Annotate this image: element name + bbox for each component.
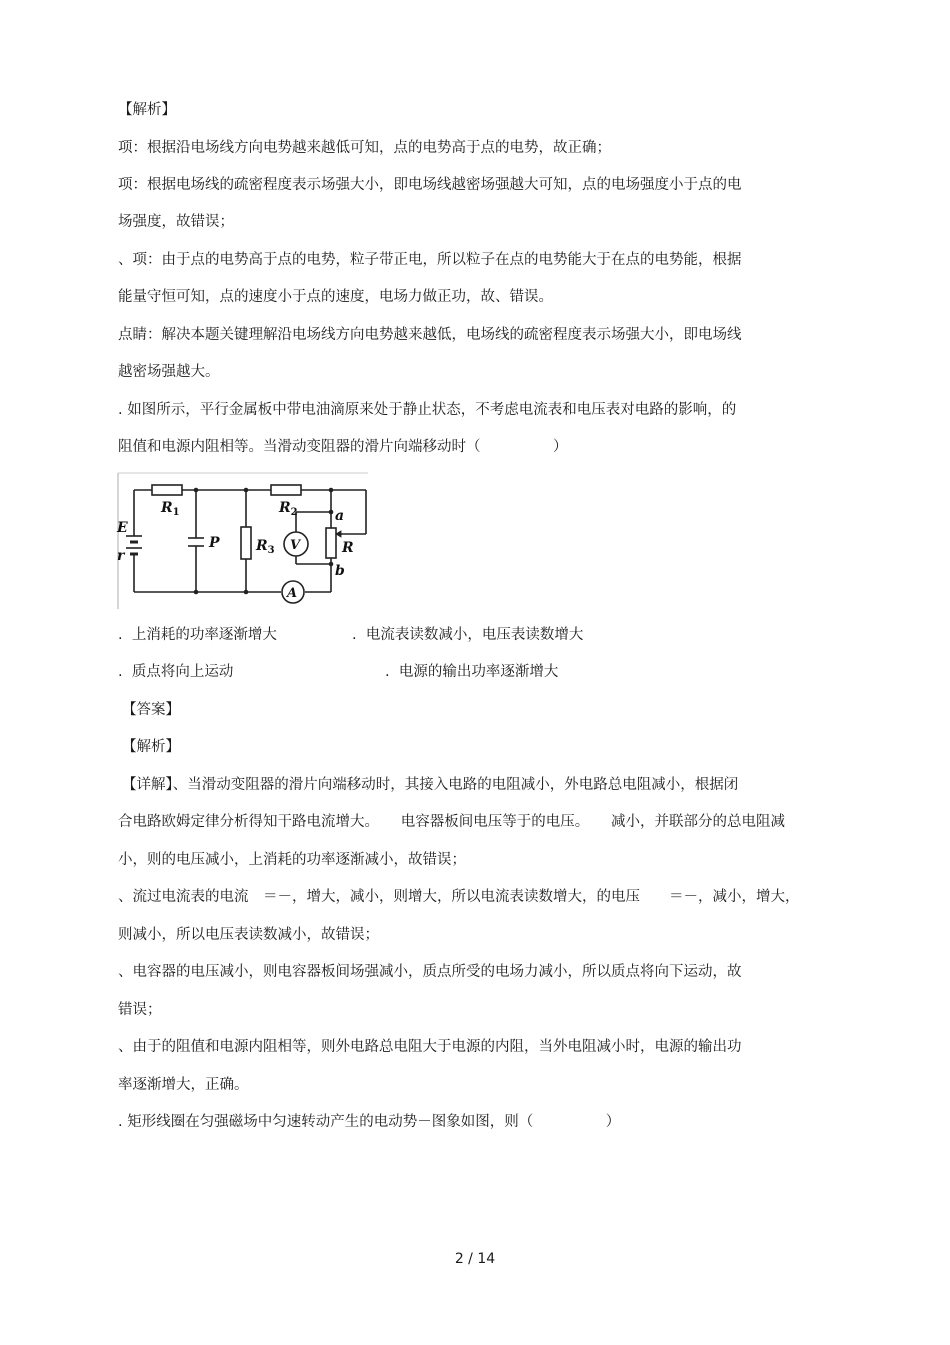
text-line: 项：根据沿电场线方向电势越来越低可知，点的电势高于点的电势，故正确； — [118, 140, 611, 156]
detail-line: 错误； — [118, 1002, 162, 1018]
label-E: E — [117, 520, 128, 536]
text-line: 项：根据电场线的疏密程度表示场强大小，即电场线越密场强越大可知，点的电场强度小于点的电 — [118, 177, 742, 193]
label-a: a — [335, 508, 345, 524]
detail-line: 合电路欧姆定律分析得知干路电流增大。 电容器板间电压等于的电压。 减小，并联部分的总电阻减 — [118, 814, 785, 830]
analysis-heading-2: 【解析】 — [122, 739, 180, 755]
option-a: . 上消耗的功率逐渐增大 — [118, 627, 277, 643]
option-d: . 电源的输出功率逐渐增大 — [385, 664, 559, 680]
option-c: . 质点将向上运动 — [118, 664, 234, 680]
label-R1: $R_1$ — [161, 500, 180, 518]
question-stem: 阻值和电源内阻相等。当滑动变阻器的滑片向端移动时（ ） — [118, 439, 568, 455]
circuit-diagram — [116, 472, 370, 610]
detail-line: 小，则的电压减小，上消耗的功率逐渐减小，故错误； — [118, 852, 466, 868]
label-r: r — [117, 548, 125, 564]
detail-line: 【详解】、当滑动变阻器的滑片向端移动时，其接入电路的电阻减小，外电路总电阻减小，根据闭 — [122, 777, 739, 793]
label-P: P — [209, 535, 220, 551]
label-R: R — [342, 540, 354, 556]
label-R2: $R_2$ — [279, 500, 298, 518]
comment-line: 点睛：解决本题关键理解沿电场线方向电势越来越低，电场线的疏密程度表示场强大小，即电场线 — [118, 327, 742, 343]
comment-line: 越密场强越大。 — [118, 364, 220, 380]
question-stem: . 如图所示，平行金属板中带电油滴原来处于静止状态，不考虑电流表和电压表对电路的影响，的 — [118, 402, 737, 418]
detail-line: 、电容器的电压减小，则电容器板间场强减小，质点所受的电场力减小，所以质点将向下运动，故 — [118, 964, 742, 980]
detail-line: 、流过电流表的电流 ＝－，增大，减小，则增大，所以电流表读数增大，的电压 ＝－，减小，增大， — [118, 889, 800, 905]
detail-line: 则减小，所以电压表读数减小，故错误； — [118, 927, 379, 943]
label-b: b — [335, 563, 345, 579]
detail-line: 、由于的阻值和电源内阻相等，则外电路总电阻大于电源的内阻，当外电阻减小时，电源的输出功 — [118, 1039, 742, 1055]
voltmeter-symbol: V — [290, 538, 301, 553]
page-number: 2 / 14 — [454, 1251, 496, 1267]
analysis-heading-1: 【解析】 — [118, 102, 176, 118]
question-stem: . 矩形线圈在匀强磁场中匀速转动产生的电动势－图象如图，则（ ） — [118, 1114, 621, 1130]
text-line: 场强度，故错误； — [118, 214, 234, 230]
answer-heading: 【答案】 — [122, 702, 180, 718]
option-b: . 电流表读数减小，电压表读数增大 — [352, 627, 584, 643]
text-line: 能量守恒可知，点的速度小于点的速度，电场力做正功，故、错误。 — [118, 289, 553, 305]
detail-line: 率逐渐增大，正确。 — [118, 1077, 249, 1093]
text-line: 、项：由于点的电势高于点的电势，粒子带正电，所以粒子在点的电势能大于在点的电势能，根据 — [118, 252, 742, 268]
label-R3: $R_3$ — [256, 538, 275, 556]
ammeter-symbol: A — [287, 586, 298, 601]
